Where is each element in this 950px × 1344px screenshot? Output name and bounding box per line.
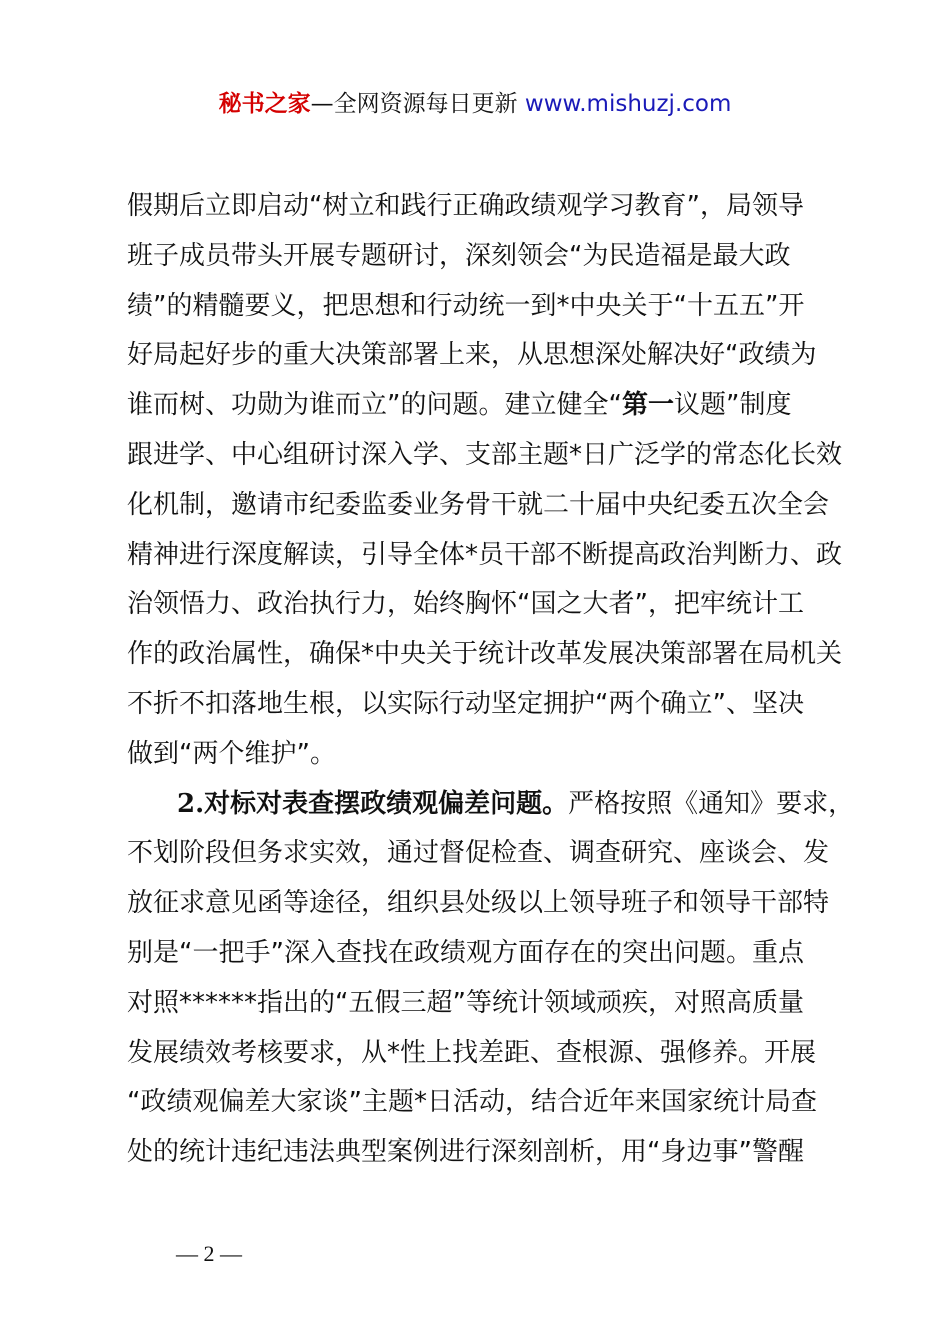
site-brand: 秘书之家 bbox=[218, 91, 311, 117]
text-segment: 严格按照《通知》要求， bbox=[568, 788, 855, 819]
text-line: 治领悟力、政治执行力，始终胸怀“国之大者”，把牢统计工 bbox=[127, 589, 804, 620]
text-line: 别是“一把手”深入查找在政绩观方面存在的突出问题。重点 bbox=[127, 937, 804, 968]
text-line bbox=[127, 381, 847, 431]
text-line: 好局起好步的重大决策部署上来，从思想深处解决好“政绩为 bbox=[127, 340, 817, 371]
text-line: 不划阶段但务求实效，通过督促检查、调查研究、座谈会、发 bbox=[127, 838, 830, 869]
text-line: 不折不扣落地生根，以实际行动坚定拥护“两个确立”、坚决 bbox=[127, 688, 804, 719]
document-body bbox=[127, 182, 855, 1178]
text-segment: 谁而树、功勋为谁而立”的问题。建立健全“ bbox=[127, 390, 622, 421]
text-line: 做到“两个维护”。 bbox=[127, 738, 336, 769]
paragraph-1 bbox=[127, 182, 847, 780]
text-line bbox=[127, 780, 855, 830]
text-line: 假期后立即启动“树立和践行正确政绩观学习教育”，局领导 bbox=[127, 191, 804, 221]
text-line: 处的统计违纪违法典型案例进行深刻剖析，用“身边事”警醒 bbox=[127, 1137, 804, 1168]
text-line: 放征求意见函等途径，组织县处级以上领导班子和领导干部特 bbox=[127, 888, 830, 919]
text-line: 绩”的精髓要义，把思想和行动统一到*中央关于“十五五”开 bbox=[127, 290, 805, 321]
paragraph-2 bbox=[127, 780, 855, 1178]
site-url-link[interactable]: www.mishuzj.com bbox=[524, 91, 732, 117]
site-tagline: —全网资源每日更新 bbox=[310, 91, 518, 117]
text-line: 跟进学、中心组研讨深入学、支部主题*日广泛学的常态化长效 bbox=[127, 439, 843, 470]
text-line: “政绩观偏差大家谈”主题*日活动，结合近年来国家统计局查 bbox=[127, 1087, 817, 1118]
text-line: 作的政治属性，确保*中央关于统计改革发展决策部署在局机关 bbox=[127, 639, 843, 670]
text-line: 发展绩效考核要求，从*性上找差距、查根源、强修养。开展 bbox=[127, 1037, 817, 1068]
text-line: 对照******指出的“五假三超”等统计领域顽疾，对照高质量 bbox=[127, 987, 804, 1018]
text-line: 精神进行深度解读，引导全体*员干部不断提高政治判断力、政 bbox=[127, 539, 843, 570]
text-line: 班子成员带头开展专题研讨，深刻领会“为民造福是最大政 bbox=[127, 240, 791, 271]
site-header bbox=[0, 88, 950, 120]
section-heading: 2.对标对表查摆政绩观偏差问题。 bbox=[177, 788, 569, 819]
text-segment: 议题”制度 bbox=[673, 390, 792, 421]
text-line: 化机制，邀请市纪委监委业务骨干就二十届中央纪委五次全会 bbox=[127, 489, 830, 520]
bold-term: 第一 bbox=[621, 390, 674, 421]
page-number: — 2 — bbox=[176, 1241, 242, 1266]
